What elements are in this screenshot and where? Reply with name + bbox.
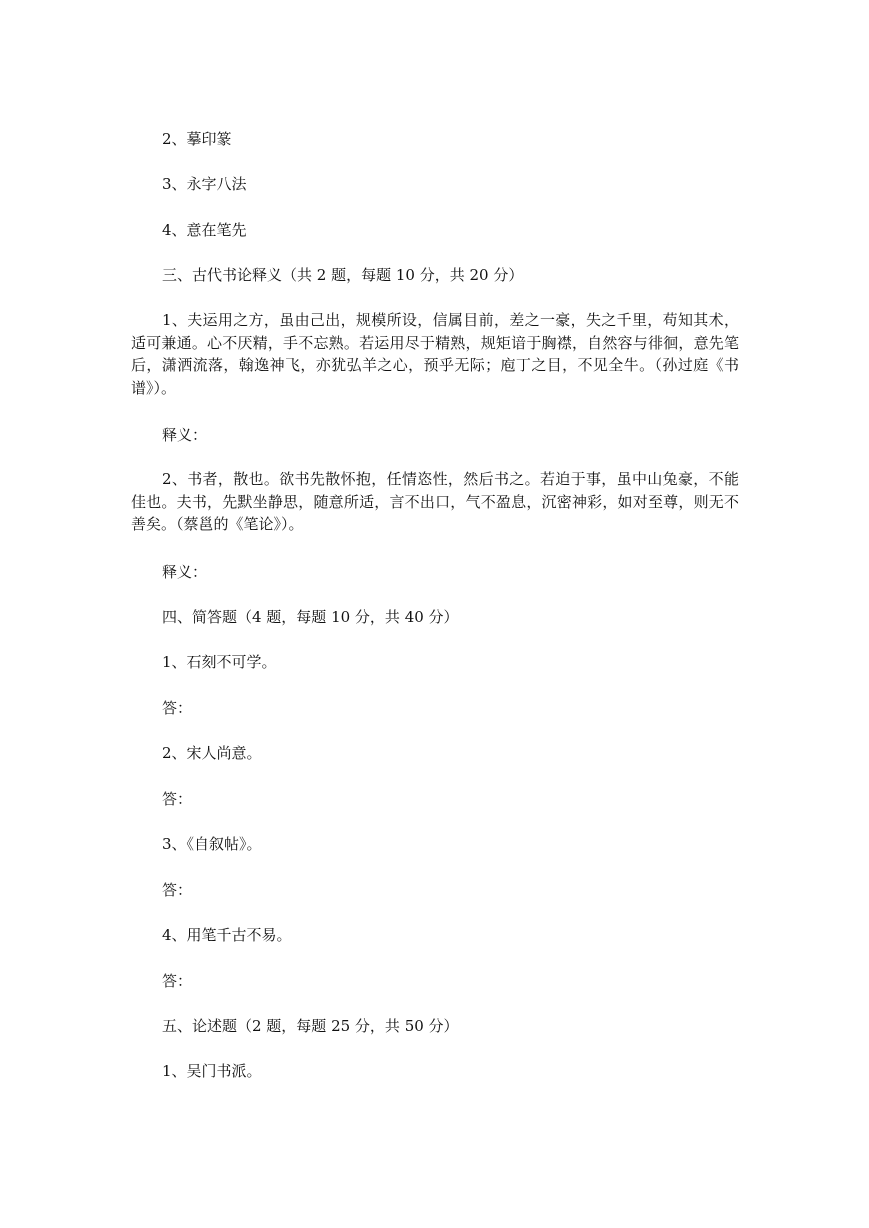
term-item-2: 2、摹印篆: [162, 130, 232, 148]
section-4-answer-2: 答：: [162, 790, 193, 808]
section-4-heading: 四、简答题（4 题，每题 10 分，共 40 分）: [162, 608, 459, 626]
term-item-4: 4、意在笔先: [162, 221, 247, 239]
section-4-answer-4: 答：: [162, 972, 193, 990]
section-5-heading: 五、论述题（2 题，每题 25 分，共 50 分）: [162, 1017, 459, 1035]
section-4-answer-1: 答：: [162, 699, 193, 717]
term-item-3: 3、永字八法: [162, 175, 247, 193]
section-4-question-2: 2、宋人尚意。: [162, 744, 262, 762]
section-3-heading: 三、古代书论释义（共 2 题，每题 10 分，共 20 分）: [162, 266, 524, 284]
section-3-question-2: 2、书者，散也。欲书先散怀抱，任情恣性，然后书之。若迫于事，虽中山兔豪，不能佳也。夫书，先默坐静思，随意所适，言不出口，气不盈息，沉密神彩，如对至尊，则无不善矣。（蔡邕的《笔论》）。: [131, 470, 739, 533]
section-5-question-1: 1、吴门书派。: [162, 1062, 262, 1080]
section-3-answer-label-1: 释义：: [162, 426, 208, 444]
section-3-question-1: 1、夫运用之方，虽由己出，规模所设，信属目前，差之一豪，失之千里，苟知其术，适可兼通。心不厌精，手不忘熟。若运用尽于精熟，规矩谙于胸襟，自然容与徘徊，意先笔后，潇洒流落，翰逸神飞，亦犹弘羊之心，预乎无际；庖丁之目，不见全牛。（孙过庭《书谱》）。: [131, 311, 739, 397]
section-4-question-1: 1、石刻不可学。: [162, 653, 277, 671]
section-3-answer-label-2: 释义：: [162, 563, 208, 581]
section-4-answer-3: 答：: [162, 881, 193, 899]
section-4-question-3: 3、《自叙帖》。: [162, 835, 262, 853]
section-4-question-4: 4、用笔千古不易。: [162, 926, 292, 944]
